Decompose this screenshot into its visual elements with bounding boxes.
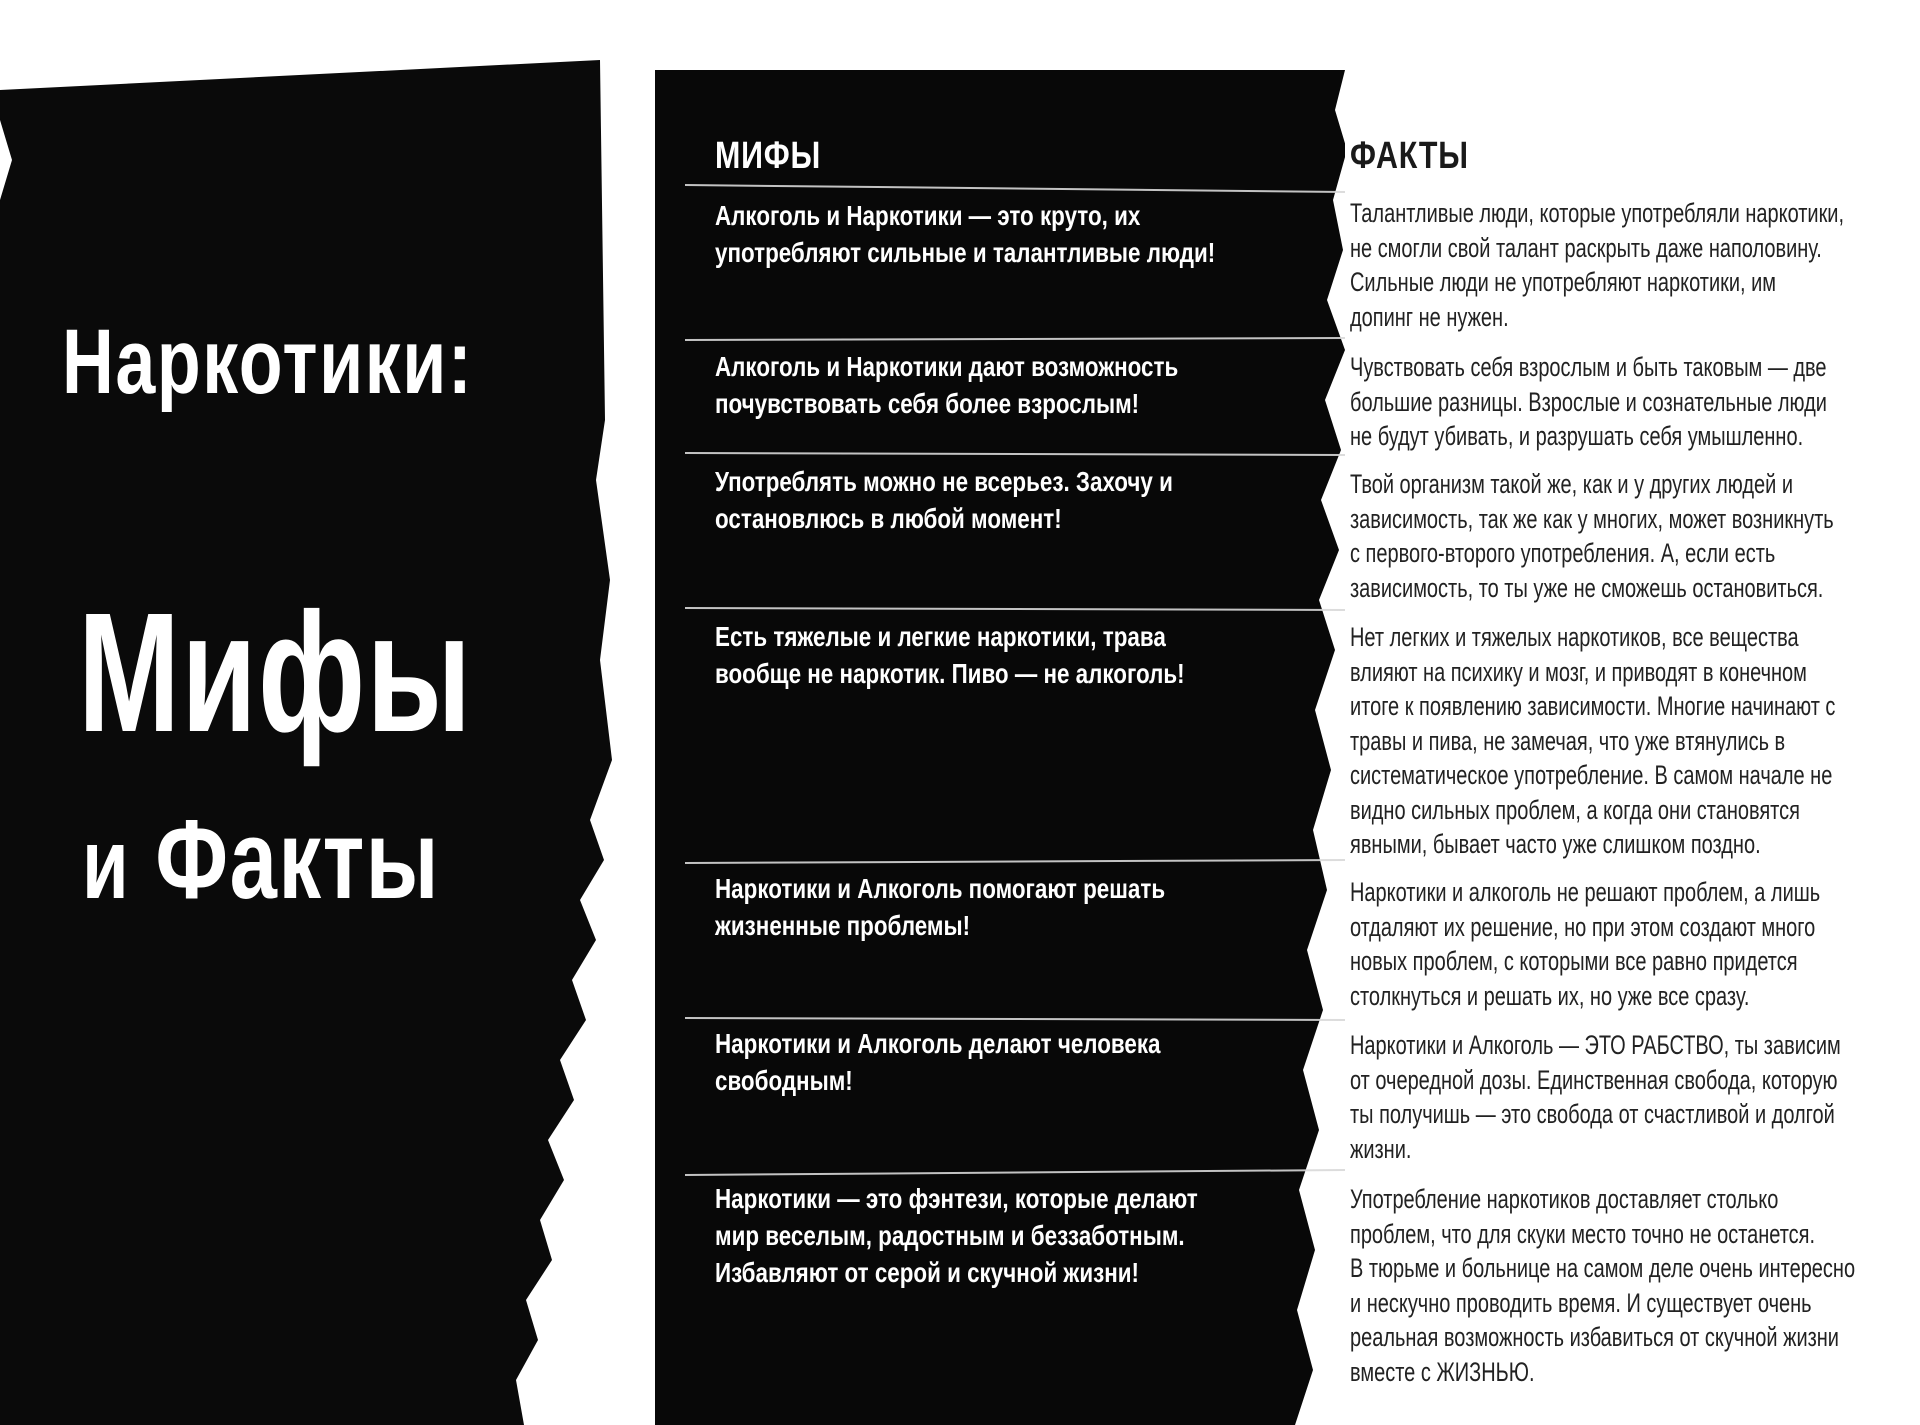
fact-line: систематическое употребление. В самом начале не	[1350, 760, 1833, 790]
fact-line: не будут убивать, и разрушать себя умышленно.	[1350, 421, 1804, 451]
fact-item	[1350, 467, 1834, 605]
myth-item	[715, 870, 1227, 944]
fact-line: реальная возможность избавиться от скучной жизни	[1350, 1322, 1839, 1352]
myth-line: Алкоголь и Наркотики — это круто, их	[715, 200, 1141, 231]
fact-line: и нескучно проводить время. И существует очень	[1350, 1287, 1812, 1318]
myth-item	[715, 348, 1227, 422]
myth-line: Наркотики и Алкоголь помогают решать	[715, 873, 1166, 904]
fact-line: с первого-второго употребления. А, если есть	[1350, 538, 1776, 568]
myth-item	[715, 618, 1227, 692]
myth-line: Избавляют от серой и скучной жизни!	[715, 1257, 1139, 1288]
fact-line: новых проблем, с которыми все равно придется	[1350, 946, 1798, 976]
myths-panel	[655, 70, 1345, 1425]
fact-item	[1350, 350, 1831, 454]
myth-item	[715, 1180, 1227, 1291]
fact-item	[1350, 620, 1836, 862]
fact-line: от очередной дозы. Единственная свобода, которую	[1350, 1064, 1838, 1095]
myth-line: вообще не наркотик. Пиво — не алкоголь!	[715, 658, 1185, 689]
fact-line: не смогли свой талант раскрыть даже наполовину.	[1350, 232, 1822, 263]
fact-line: Сильные люди не употребляют наркотики, им	[1350, 267, 1777, 297]
myths-heading: МИФЫ	[715, 135, 822, 177]
cover-title-line3	[82, 795, 440, 924]
fact-item	[1350, 875, 1831, 1013]
myth-line: Употреблять можно не всерьез. Захочу и	[715, 466, 1173, 497]
fact-line: Чувствовать себя взрослым и быть таковым — две	[1350, 352, 1827, 382]
fact-line: явными, бывает часто уже слишком поздно.	[1350, 829, 1761, 859]
fact-line: влияют на психику и мозг, и приводят в конечном	[1350, 656, 1807, 687]
fact-line: проблем, что для скуки место точно не останется.	[1350, 1218, 1816, 1249]
cover-title-line2: Мифы	[78, 578, 473, 768]
fact-item	[1350, 196, 1845, 334]
fact-item	[1350, 1182, 1856, 1389]
fact-line: допинг не нужен.	[1350, 301, 1509, 332]
fact-item	[1350, 1028, 1841, 1166]
fact-line: большие разницы. Взрослые и сознательные люди	[1350, 386, 1827, 417]
fact-line: отдаляют их решение, но при этом создают много	[1350, 911, 1816, 942]
fact-line: зависимость, так же как у многих, может возникнуть	[1350, 503, 1834, 534]
myth-line: мир веселым, радостным и беззаботным.	[715, 1220, 1185, 1251]
fact-line: жизни.	[1350, 1133, 1412, 1164]
cover-title-facts-word: Факты	[155, 797, 440, 922]
fact-line: Употребление наркотиков доставляет столько	[1350, 1184, 1779, 1214]
fact-line: зависимость, то ты уже не сможешь остановиться.	[1350, 572, 1824, 603]
myth-line: жизненные проблемы!	[715, 910, 971, 941]
myth-line: остановлюсь в любой момент!	[715, 503, 1062, 534]
myth-line: почувствовать себя более взрослым!	[715, 388, 1140, 419]
fact-line: Талантливые люди, которые употребляли наркотики,	[1350, 198, 1845, 228]
fact-line: Наркотики и алкоголь не решают проблем, а лишь	[1350, 877, 1821, 907]
myth-line: употребляют сильные и талантливые люди!	[715, 237, 1216, 268]
cover-panel	[0, 60, 620, 1425]
myth-item	[715, 463, 1227, 537]
fact-line: травы и пива, не замечая, что уже втянулись в	[1350, 725, 1786, 756]
myth-item	[715, 197, 1227, 271]
fact-line: видно сильных проблем, а когда они становятся	[1350, 794, 1800, 825]
myth-line: Наркотики — это фэнтези, которые делают	[715, 1183, 1198, 1214]
cover-title-line1: Наркотики:	[62, 311, 474, 413]
myth-line: Алкоголь и Наркотики дают возможность	[715, 351, 1179, 382]
facts-heading: ФАКТЫ	[1350, 135, 1469, 177]
fact-line: В тюрьме и больнице на самом деле очень интересно	[1350, 1253, 1856, 1283]
myth-item	[715, 1025, 1227, 1099]
myth-line: свободным!	[715, 1065, 853, 1096]
fact-line: Твой организм такой же, как и у других людей и	[1350, 469, 1793, 499]
myth-line: Есть тяжелые и легкие наркотики, трава	[715, 621, 1166, 652]
fact-line: итоге к появлению зависимости. Многие начинают с	[1350, 691, 1836, 721]
cover-title-conjunction: и	[82, 808, 131, 920]
fact-line: Нет легких и тяжелых наркотиков, все вещества	[1350, 622, 1799, 652]
fact-line: столкнуться и решать их, но уже все сразу.	[1350, 980, 1750, 1011]
myth-line: Наркотики и Алкоголь делают человека	[715, 1028, 1161, 1059]
fact-line: ты получишь — это свобода от счастливой и долгой	[1350, 1099, 1835, 1129]
fact-line: вместе с ЖИЗНЬЮ.	[1350, 1356, 1535, 1387]
fact-line: Наркотики и Алкоголь — ЭТО РАБСТВО, ты зависим	[1350, 1030, 1841, 1060]
